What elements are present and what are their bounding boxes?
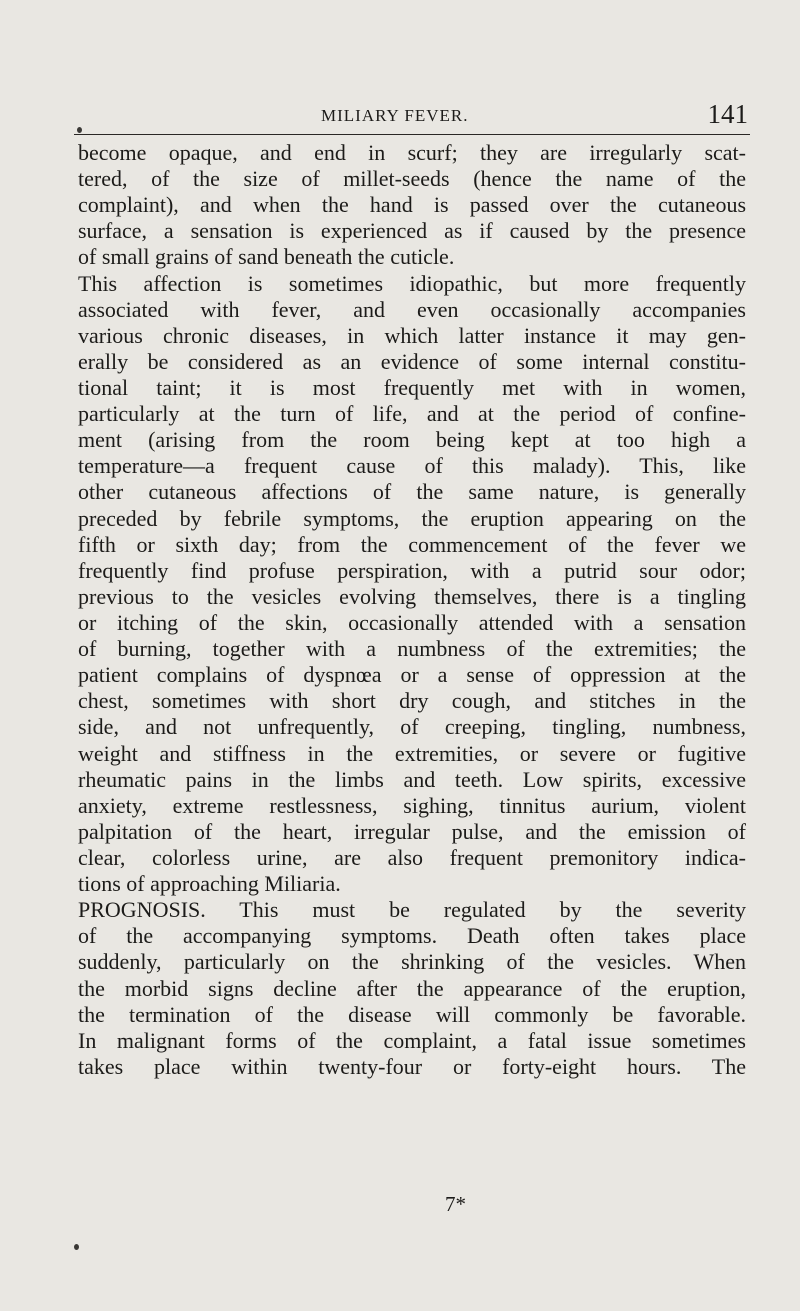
- text-line: of burning, together with a numbness of the extremities; the: [78, 636, 746, 662]
- text-line: takes place within twenty-four or forty-eight hours. The: [78, 1053, 746, 1079]
- running-header: [74, 100, 750, 135]
- text-line: the termination of the disease will commonly be favorable.: [78, 1001, 746, 1027]
- text-line: tered, of the size of millet-seeds (hence the name of the: [78, 166, 746, 192]
- text-line: the morbid signs decline after the appearance of the eruption,: [78, 975, 746, 1001]
- text-line: clear, colorless urine, are also frequent premonitory indica-: [78, 844, 746, 870]
- text-line: patient complains of dyspnœa or a sense of oppression at the: [78, 662, 746, 688]
- text-line: become opaque, and end in scurf; they are irregularly scat-: [78, 140, 746, 165]
- page-number: 141: [707, 99, 748, 129]
- text-line: palpitation of the heart, irregular pulse, and the emission of: [78, 818, 746, 844]
- text-line: erally be considered as an evidence of some internal constitu-: [78, 348, 746, 374]
- text-line: particularly at the turn of life, and at the period of confine-: [78, 401, 746, 427]
- text-line: or itching of the skin, occasionally attended with a sensation: [78, 609, 746, 635]
- text-line: of the accompanying symptoms. Death often takes place: [78, 923, 746, 949]
- text-line: suddenly, particularly on the shrinking of the vesicles. When: [78, 949, 746, 975]
- text-line: preceded by febrile symptoms, the eruption appearing on the: [78, 505, 746, 531]
- text-line: various chronic diseases, in which latter instance it may gen-: [78, 322, 746, 348]
- text-line: other cutaneous affections of the same nature, is generally: [78, 479, 746, 505]
- running-head-title: MILIARY FEVER.: [321, 106, 469, 125]
- text-line: fifth or sixth day; from the commencement of the fever we: [78, 531, 746, 557]
- text-line: associated with fever, and even occasionally accompanies: [78, 296, 746, 322]
- print-mark: [77, 127, 82, 133]
- text-line: surface, a sensation is experienced as if caused by the presence: [78, 218, 746, 244]
- print-mark: [74, 1244, 79, 1250]
- text-line: tional taint; it is most frequently met with in women,: [78, 374, 746, 400]
- text-line: of small grains of sand beneath the cuticle.: [78, 244, 455, 270]
- text-line: chest, sometimes with short dry cough, and stitches in the: [78, 688, 746, 714]
- text-line: In malignant forms of the complaint, a fatal issue sometimes: [78, 1027, 746, 1053]
- text-line: temperature—a frequent cause of this malady). This, like: [78, 453, 746, 479]
- text-line: previous to the vesicles evolving themselves, there is a tingling: [78, 583, 746, 609]
- signature-mark: 7*: [445, 1192, 466, 1216]
- text-line: rheumatic pains in the limbs and teeth. Low spirits, excessive: [78, 766, 746, 792]
- text-line: anxiety, extreme restlessness, sighing, tinnitus aurium, violent: [78, 792, 746, 818]
- text-line: side, and not unfrequently, of creeping, tingling, numbness,: [78, 714, 746, 740]
- body-text: [78, 140, 746, 1080]
- text-line: ment (arising from the room being kept at too high a: [78, 427, 746, 453]
- text-line: weight and stiffness in the extremities, or severe or fugitive: [78, 740, 746, 766]
- text-line: frequently find profuse perspiration, with a putrid sour odor;: [78, 557, 746, 583]
- text-line: tions of approaching Miliaria.: [78, 871, 341, 897]
- text-line: This affection is sometimes idiopathic, but more frequently: [78, 270, 746, 296]
- text-line: complaint), and when the hand is passed over the cutaneous: [78, 192, 746, 218]
- text-line: PROGNOSIS. This must be regulated by the severity: [78, 897, 746, 923]
